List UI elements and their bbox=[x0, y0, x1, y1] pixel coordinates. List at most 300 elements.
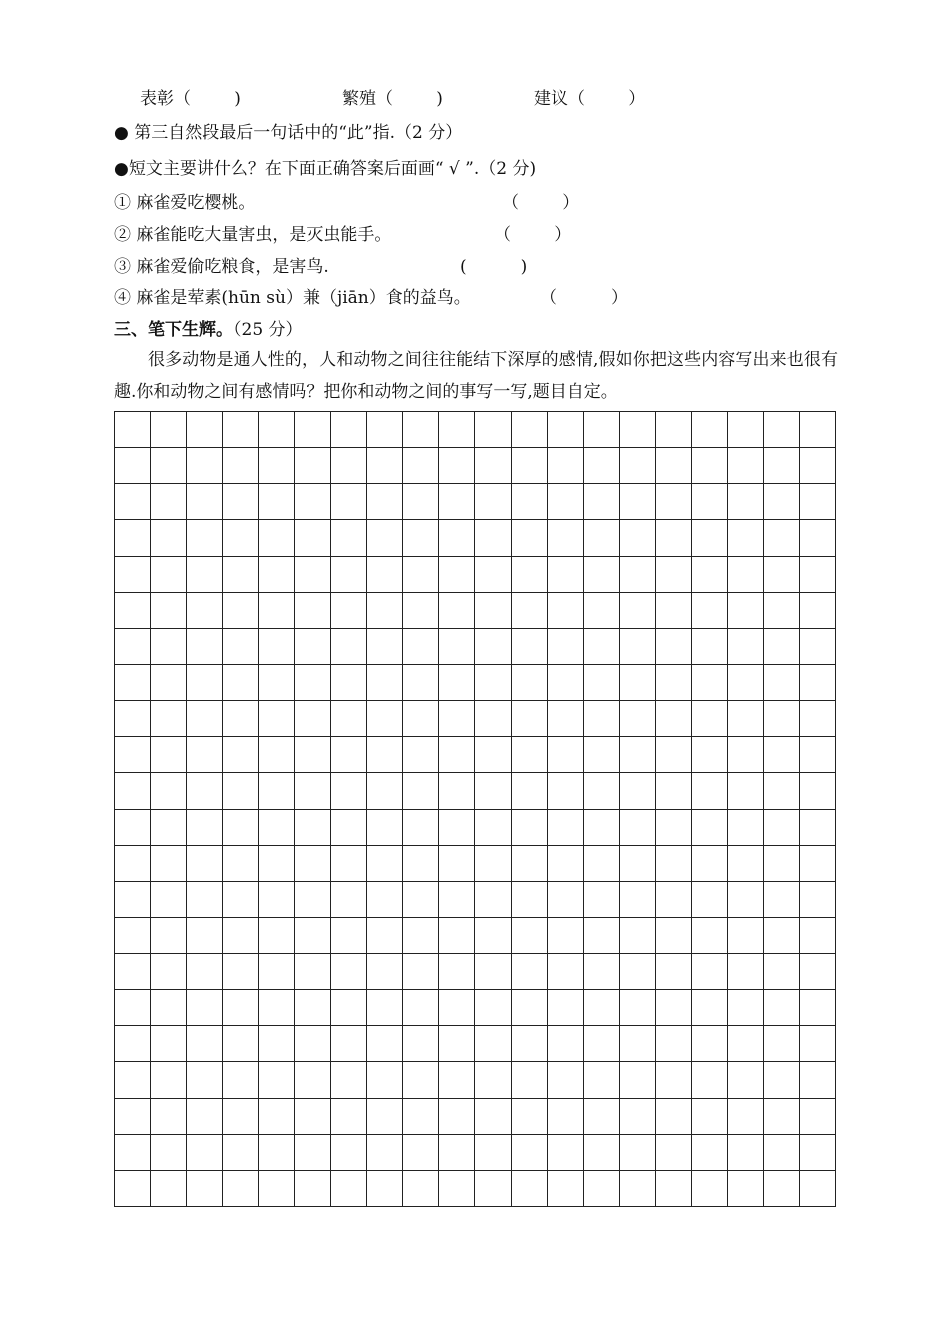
grid-cell[interactable] bbox=[620, 1171, 656, 1207]
grid-cell[interactable] bbox=[692, 593, 728, 629]
grid-cell[interactable] bbox=[656, 629, 692, 665]
grid-cell[interactable] bbox=[475, 1135, 511, 1171]
grid-cell[interactable] bbox=[620, 918, 656, 954]
grid-cell[interactable] bbox=[151, 810, 187, 846]
grid-cell[interactable] bbox=[475, 1026, 511, 1062]
grid-cell[interactable] bbox=[548, 629, 584, 665]
grid-cell[interactable] bbox=[656, 1171, 692, 1207]
grid-cell[interactable] bbox=[475, 1062, 511, 1098]
grid-cell[interactable] bbox=[439, 1026, 475, 1062]
grid-cell[interactable] bbox=[656, 701, 692, 737]
grid-cell[interactable] bbox=[295, 1135, 331, 1171]
grid-cell[interactable] bbox=[439, 846, 475, 882]
grid-cell[interactable] bbox=[764, 593, 800, 629]
grid-cell[interactable] bbox=[548, 773, 584, 809]
grid-cell[interactable] bbox=[187, 448, 223, 484]
grid-cell[interactable] bbox=[439, 701, 475, 737]
grid-cell[interactable] bbox=[439, 593, 475, 629]
grid-cell[interactable] bbox=[259, 412, 295, 448]
grid-cell[interactable] bbox=[403, 593, 439, 629]
grid-cell[interactable] bbox=[692, 882, 728, 918]
grid-cell[interactable] bbox=[115, 557, 151, 593]
grid-cell[interactable] bbox=[512, 918, 548, 954]
grid-cell[interactable] bbox=[656, 846, 692, 882]
grid-cell[interactable] bbox=[331, 1135, 367, 1171]
grid-cell[interactable] bbox=[259, 918, 295, 954]
grid-cell[interactable] bbox=[584, 918, 620, 954]
grid-cell[interactable] bbox=[403, 810, 439, 846]
grid-cell[interactable] bbox=[800, 1062, 836, 1098]
grid-cell[interactable] bbox=[295, 773, 331, 809]
grid-cell[interactable] bbox=[656, 1026, 692, 1062]
grid-cell[interactable] bbox=[187, 773, 223, 809]
grid-cell[interactable] bbox=[367, 701, 403, 737]
grid-cell[interactable] bbox=[728, 557, 764, 593]
grid-cell[interactable] bbox=[151, 557, 187, 593]
grid-cell[interactable] bbox=[187, 1026, 223, 1062]
grid-cell[interactable] bbox=[512, 737, 548, 773]
grid-cell[interactable] bbox=[620, 593, 656, 629]
grid-cell[interactable] bbox=[187, 629, 223, 665]
grid-cell[interactable] bbox=[115, 1171, 151, 1207]
grid-cell[interactable] bbox=[548, 557, 584, 593]
grid-cell[interactable] bbox=[439, 629, 475, 665]
grid-cell[interactable] bbox=[403, 882, 439, 918]
grid-cell[interactable] bbox=[656, 593, 692, 629]
grid-cell[interactable] bbox=[512, 1026, 548, 1062]
grid-cell[interactable] bbox=[656, 773, 692, 809]
grid-cell[interactable] bbox=[115, 593, 151, 629]
grid-cell[interactable] bbox=[728, 918, 764, 954]
grid-cell[interactable] bbox=[800, 1099, 836, 1135]
grid-cell[interactable] bbox=[656, 954, 692, 990]
grid-cell[interactable] bbox=[584, 593, 620, 629]
grid-cell[interactable] bbox=[223, 448, 259, 484]
grid-cell[interactable] bbox=[223, 1171, 259, 1207]
grid-cell[interactable] bbox=[548, 1171, 584, 1207]
grid-cell[interactable] bbox=[187, 1062, 223, 1098]
grid-cell[interactable] bbox=[151, 990, 187, 1026]
grid-cell[interactable] bbox=[620, 773, 656, 809]
grid-cell[interactable] bbox=[728, 810, 764, 846]
grid-cell[interactable] bbox=[584, 665, 620, 701]
grid-cell[interactable] bbox=[187, 484, 223, 520]
grid-cell[interactable] bbox=[584, 1026, 620, 1062]
grid-cell[interactable] bbox=[764, 1099, 800, 1135]
grid-cell[interactable] bbox=[728, 773, 764, 809]
grid-cell[interactable] bbox=[367, 629, 403, 665]
grid-cell[interactable] bbox=[187, 1171, 223, 1207]
grid-cell[interactable] bbox=[656, 990, 692, 1026]
grid-cell[interactable] bbox=[475, 557, 511, 593]
grid-cell[interactable] bbox=[800, 1135, 836, 1171]
grid-cell[interactable] bbox=[151, 773, 187, 809]
grid-cell[interactable] bbox=[620, 954, 656, 990]
grid-cell[interactable] bbox=[584, 412, 620, 448]
grid-cell[interactable] bbox=[439, 810, 475, 846]
grid-cell[interactable] bbox=[800, 954, 836, 990]
grid-cell[interactable] bbox=[115, 448, 151, 484]
grid-cell[interactable] bbox=[367, 557, 403, 593]
grid-cell[interactable] bbox=[475, 412, 511, 448]
grid-cell[interactable] bbox=[331, 1062, 367, 1098]
option-answer-blank[interactable]: （ ） bbox=[540, 288, 629, 308]
grid-cell[interactable] bbox=[259, 557, 295, 593]
grid-cell[interactable] bbox=[800, 629, 836, 665]
grid-cell[interactable] bbox=[331, 593, 367, 629]
grid-cell[interactable] bbox=[728, 882, 764, 918]
grid-cell[interactable] bbox=[512, 629, 548, 665]
grid-cell[interactable] bbox=[475, 484, 511, 520]
grid-cell[interactable] bbox=[475, 520, 511, 556]
grid-cell[interactable] bbox=[367, 990, 403, 1026]
grid-cell[interactable] bbox=[800, 448, 836, 484]
grid-cell[interactable] bbox=[692, 918, 728, 954]
grid-cell[interactable] bbox=[620, 882, 656, 918]
grid-cell[interactable] bbox=[475, 918, 511, 954]
grid-cell[interactable] bbox=[295, 1099, 331, 1135]
grid-cell[interactable] bbox=[728, 593, 764, 629]
grid-cell[interactable] bbox=[620, 412, 656, 448]
grid-cell[interactable] bbox=[187, 1099, 223, 1135]
grid-cell[interactable] bbox=[403, 954, 439, 990]
grid-cell[interactable] bbox=[187, 701, 223, 737]
grid-cell[interactable] bbox=[223, 412, 259, 448]
grid-cell[interactable] bbox=[692, 701, 728, 737]
grid-cell[interactable] bbox=[764, 954, 800, 990]
grid-cell[interactable] bbox=[548, 665, 584, 701]
grid-cell[interactable] bbox=[259, 1171, 295, 1207]
grid-cell[interactable] bbox=[295, 448, 331, 484]
grid-cell[interactable] bbox=[151, 1026, 187, 1062]
grid-cell[interactable] bbox=[115, 412, 151, 448]
grid-cell[interactable] bbox=[115, 954, 151, 990]
grid-cell[interactable] bbox=[692, 665, 728, 701]
grid-cell[interactable] bbox=[692, 484, 728, 520]
grid-cell[interactable] bbox=[367, 1171, 403, 1207]
grid-cell[interactable] bbox=[764, 737, 800, 773]
grid-cell[interactable] bbox=[728, 448, 764, 484]
grid-cell[interactable] bbox=[115, 846, 151, 882]
grid-cell[interactable] bbox=[223, 773, 259, 809]
grid-cell[interactable] bbox=[295, 918, 331, 954]
grid-cell[interactable] bbox=[259, 484, 295, 520]
grid-cell[interactable] bbox=[115, 484, 151, 520]
grid-cell[interactable] bbox=[259, 810, 295, 846]
grid-cell[interactable] bbox=[692, 773, 728, 809]
grid-cell[interactable] bbox=[259, 954, 295, 990]
grid-cell[interactable] bbox=[223, 701, 259, 737]
grid-cell[interactable] bbox=[259, 882, 295, 918]
grid-cell[interactable] bbox=[800, 846, 836, 882]
grid-cell[interactable] bbox=[764, 1135, 800, 1171]
grid-cell[interactable] bbox=[584, 1099, 620, 1135]
grid-cell[interactable] bbox=[259, 593, 295, 629]
grid-cell[interactable] bbox=[331, 1099, 367, 1135]
grid-cell[interactable] bbox=[403, 629, 439, 665]
grid-cell[interactable] bbox=[512, 882, 548, 918]
grid-cell[interactable] bbox=[151, 629, 187, 665]
grid-cell[interactable] bbox=[512, 1135, 548, 1171]
grid-cell[interactable] bbox=[475, 846, 511, 882]
grid-cell[interactable] bbox=[620, 1026, 656, 1062]
grid-cell[interactable] bbox=[620, 1062, 656, 1098]
grid-cell[interactable] bbox=[331, 665, 367, 701]
grid-cell[interactable] bbox=[692, 1026, 728, 1062]
grid-cell[interactable] bbox=[800, 773, 836, 809]
grid-cell[interactable] bbox=[512, 557, 548, 593]
grid-cell[interactable] bbox=[584, 990, 620, 1026]
grid-cell[interactable] bbox=[295, 520, 331, 556]
grid-cell[interactable] bbox=[367, 846, 403, 882]
grid-cell[interactable] bbox=[512, 412, 548, 448]
grid-cell[interactable] bbox=[656, 448, 692, 484]
grid-cell[interactable] bbox=[512, 1099, 548, 1135]
grid-cell[interactable] bbox=[187, 846, 223, 882]
grid-cell[interactable] bbox=[295, 990, 331, 1026]
grid-cell[interactable] bbox=[439, 990, 475, 1026]
grid-cell[interactable] bbox=[295, 629, 331, 665]
grid-cell[interactable] bbox=[151, 1135, 187, 1171]
grid-cell[interactable] bbox=[115, 1135, 151, 1171]
grid-cell[interactable] bbox=[115, 737, 151, 773]
grid-cell[interactable] bbox=[259, 990, 295, 1026]
grid-cell[interactable] bbox=[692, 1099, 728, 1135]
grid-cell[interactable] bbox=[548, 882, 584, 918]
grid-cell[interactable] bbox=[800, 665, 836, 701]
grid-cell[interactable] bbox=[439, 412, 475, 448]
grid-cell[interactable] bbox=[656, 1135, 692, 1171]
grid-cell[interactable] bbox=[403, 484, 439, 520]
grid-cell[interactable] bbox=[223, 737, 259, 773]
grid-cell[interactable] bbox=[151, 1099, 187, 1135]
grid-cell[interactable] bbox=[295, 882, 331, 918]
grid-cell[interactable] bbox=[187, 918, 223, 954]
grid-cell[interactable] bbox=[692, 448, 728, 484]
grid-cell[interactable] bbox=[475, 737, 511, 773]
grid-cell[interactable] bbox=[115, 882, 151, 918]
grid-cell[interactable] bbox=[223, 629, 259, 665]
grid-cell[interactable] bbox=[295, 484, 331, 520]
grid-cell[interactable] bbox=[331, 557, 367, 593]
grid-cell[interactable] bbox=[259, 701, 295, 737]
grid-cell[interactable] bbox=[620, 448, 656, 484]
grid-cell[interactable] bbox=[584, 810, 620, 846]
grid-cell[interactable] bbox=[367, 593, 403, 629]
grid-cell[interactable] bbox=[800, 737, 836, 773]
grid-cell[interactable] bbox=[728, 629, 764, 665]
grid-cell[interactable] bbox=[728, 1026, 764, 1062]
grid-cell[interactable] bbox=[800, 557, 836, 593]
grid-cell[interactable] bbox=[656, 918, 692, 954]
grid-cell[interactable] bbox=[692, 629, 728, 665]
grid-cell[interactable] bbox=[656, 665, 692, 701]
grid-cell[interactable] bbox=[223, 954, 259, 990]
grid-cell[interactable] bbox=[403, 701, 439, 737]
grid-cell[interactable] bbox=[367, 737, 403, 773]
grid-cell[interactable] bbox=[584, 448, 620, 484]
grid-cell[interactable] bbox=[620, 557, 656, 593]
grid-cell[interactable] bbox=[115, 810, 151, 846]
grid-cell[interactable] bbox=[187, 737, 223, 773]
grid-cell[interactable] bbox=[367, 773, 403, 809]
option-answer-blank[interactable]: （ ） bbox=[494, 225, 572, 245]
grid-cell[interactable] bbox=[331, 737, 367, 773]
grid-cell[interactable] bbox=[656, 1099, 692, 1135]
grid-cell[interactable] bbox=[439, 520, 475, 556]
grid-cell[interactable] bbox=[223, 1026, 259, 1062]
grid-cell[interactable] bbox=[187, 520, 223, 556]
grid-cell[interactable] bbox=[512, 484, 548, 520]
grid-cell[interactable] bbox=[475, 629, 511, 665]
grid-cell[interactable] bbox=[367, 520, 403, 556]
grid-cell[interactable] bbox=[367, 484, 403, 520]
grid-cell[interactable] bbox=[295, 701, 331, 737]
grid-cell[interactable] bbox=[223, 882, 259, 918]
grid-cell[interactable] bbox=[728, 846, 764, 882]
grid-cell[interactable] bbox=[151, 1171, 187, 1207]
grid-cell[interactable] bbox=[692, 1135, 728, 1171]
grid-cell[interactable] bbox=[331, 629, 367, 665]
grid-cell[interactable] bbox=[548, 1099, 584, 1135]
grid-cell[interactable] bbox=[367, 412, 403, 448]
grid-cell[interactable] bbox=[764, 520, 800, 556]
grid-cell[interactable] bbox=[331, 810, 367, 846]
grid-cell[interactable] bbox=[764, 1171, 800, 1207]
grid-cell[interactable] bbox=[512, 701, 548, 737]
grid-cell[interactable] bbox=[151, 412, 187, 448]
grid-cell[interactable] bbox=[259, 665, 295, 701]
grid-cell[interactable] bbox=[331, 954, 367, 990]
grid-cell[interactable] bbox=[439, 1171, 475, 1207]
grid-cell[interactable] bbox=[584, 1062, 620, 1098]
grid-cell[interactable] bbox=[331, 701, 367, 737]
grid-cell[interactable] bbox=[151, 737, 187, 773]
grid-cell[interactable] bbox=[728, 1171, 764, 1207]
grid-cell[interactable] bbox=[764, 557, 800, 593]
grid-cell[interactable] bbox=[512, 593, 548, 629]
grid-cell[interactable] bbox=[764, 882, 800, 918]
grid-cell[interactable] bbox=[764, 918, 800, 954]
grid-cell[interactable] bbox=[259, 1026, 295, 1062]
grid-cell[interactable] bbox=[475, 990, 511, 1026]
grid-cell[interactable] bbox=[331, 882, 367, 918]
grid-cell[interactable] bbox=[367, 882, 403, 918]
grid-cell[interactable] bbox=[439, 557, 475, 593]
grid-cell[interactable] bbox=[259, 448, 295, 484]
grid-cell[interactable] bbox=[367, 918, 403, 954]
grid-cell[interactable] bbox=[764, 701, 800, 737]
grid-cell[interactable] bbox=[512, 665, 548, 701]
grid-cell[interactable] bbox=[800, 593, 836, 629]
grid-cell[interactable] bbox=[331, 448, 367, 484]
grid-cell[interactable] bbox=[620, 1099, 656, 1135]
grid-cell[interactable] bbox=[475, 810, 511, 846]
grid-cell[interactable] bbox=[584, 557, 620, 593]
grid-cell[interactable] bbox=[331, 990, 367, 1026]
grid-cell[interactable] bbox=[800, 484, 836, 520]
grid-cell[interactable] bbox=[800, 520, 836, 556]
grid-cell[interactable] bbox=[223, 918, 259, 954]
grid-cell[interactable] bbox=[223, 990, 259, 1026]
grid-cell[interactable] bbox=[439, 1099, 475, 1135]
grid-cell[interactable] bbox=[548, 810, 584, 846]
grid-cell[interactable] bbox=[115, 1026, 151, 1062]
grid-cell[interactable] bbox=[259, 737, 295, 773]
grid-cell[interactable] bbox=[187, 412, 223, 448]
writing-grid[interactable] bbox=[114, 411, 836, 1207]
grid-cell[interactable] bbox=[187, 593, 223, 629]
grid-cell[interactable] bbox=[692, 1171, 728, 1207]
grid-cell[interactable] bbox=[223, 1099, 259, 1135]
grid-cell[interactable] bbox=[367, 1099, 403, 1135]
grid-cell[interactable] bbox=[367, 448, 403, 484]
grid-cell[interactable] bbox=[620, 810, 656, 846]
grid-cell[interactable] bbox=[475, 882, 511, 918]
grid-cell[interactable] bbox=[367, 665, 403, 701]
option-answer-blank[interactable]: （ ） bbox=[502, 193, 580, 213]
grid-cell[interactable] bbox=[151, 520, 187, 556]
grid-cell[interactable] bbox=[403, 1099, 439, 1135]
answer-blank[interactable]: （ ） bbox=[568, 89, 646, 109]
grid-cell[interactable] bbox=[548, 701, 584, 737]
grid-cell[interactable] bbox=[151, 701, 187, 737]
grid-cell[interactable] bbox=[439, 918, 475, 954]
grid-cell[interactable] bbox=[115, 520, 151, 556]
grid-cell[interactable] bbox=[728, 1062, 764, 1098]
grid-cell[interactable] bbox=[656, 1062, 692, 1098]
grid-cell[interactable] bbox=[403, 412, 439, 448]
grid-cell[interactable] bbox=[223, 846, 259, 882]
grid-cell[interactable] bbox=[295, 557, 331, 593]
grid-cell[interactable] bbox=[620, 701, 656, 737]
grid-cell[interactable] bbox=[187, 557, 223, 593]
grid-cell[interactable] bbox=[403, 918, 439, 954]
grid-cell[interactable] bbox=[187, 810, 223, 846]
grid-cell[interactable] bbox=[403, 773, 439, 809]
grid-cell[interactable] bbox=[800, 412, 836, 448]
grid-cell[interactable] bbox=[584, 701, 620, 737]
grid-cell[interactable] bbox=[692, 412, 728, 448]
grid-cell[interactable] bbox=[584, 1171, 620, 1207]
grid-cell[interactable] bbox=[620, 520, 656, 556]
grid-cell[interactable] bbox=[223, 665, 259, 701]
grid-cell[interactable] bbox=[548, 1062, 584, 1098]
grid-cell[interactable] bbox=[295, 593, 331, 629]
grid-cell[interactable] bbox=[223, 520, 259, 556]
grid-cell[interactable] bbox=[548, 448, 584, 484]
grid-cell[interactable] bbox=[259, 1135, 295, 1171]
grid-cell[interactable] bbox=[584, 954, 620, 990]
grid-cell[interactable] bbox=[656, 810, 692, 846]
grid-cell[interactable] bbox=[439, 1062, 475, 1098]
grid-cell[interactable] bbox=[115, 1099, 151, 1135]
grid-cell[interactable] bbox=[295, 810, 331, 846]
grid-cell[interactable] bbox=[548, 412, 584, 448]
grid-cell[interactable] bbox=[259, 1062, 295, 1098]
grid-cell[interactable] bbox=[512, 448, 548, 484]
grid-cell[interactable] bbox=[151, 846, 187, 882]
grid-cell[interactable] bbox=[800, 882, 836, 918]
grid-cell[interactable] bbox=[656, 557, 692, 593]
grid-cell[interactable] bbox=[439, 665, 475, 701]
grid-cell[interactable] bbox=[728, 954, 764, 990]
grid-cell[interactable] bbox=[728, 990, 764, 1026]
grid-cell[interactable] bbox=[223, 1135, 259, 1171]
grid-cell[interactable] bbox=[584, 846, 620, 882]
grid-cell[interactable] bbox=[764, 846, 800, 882]
grid-cell[interactable] bbox=[295, 412, 331, 448]
